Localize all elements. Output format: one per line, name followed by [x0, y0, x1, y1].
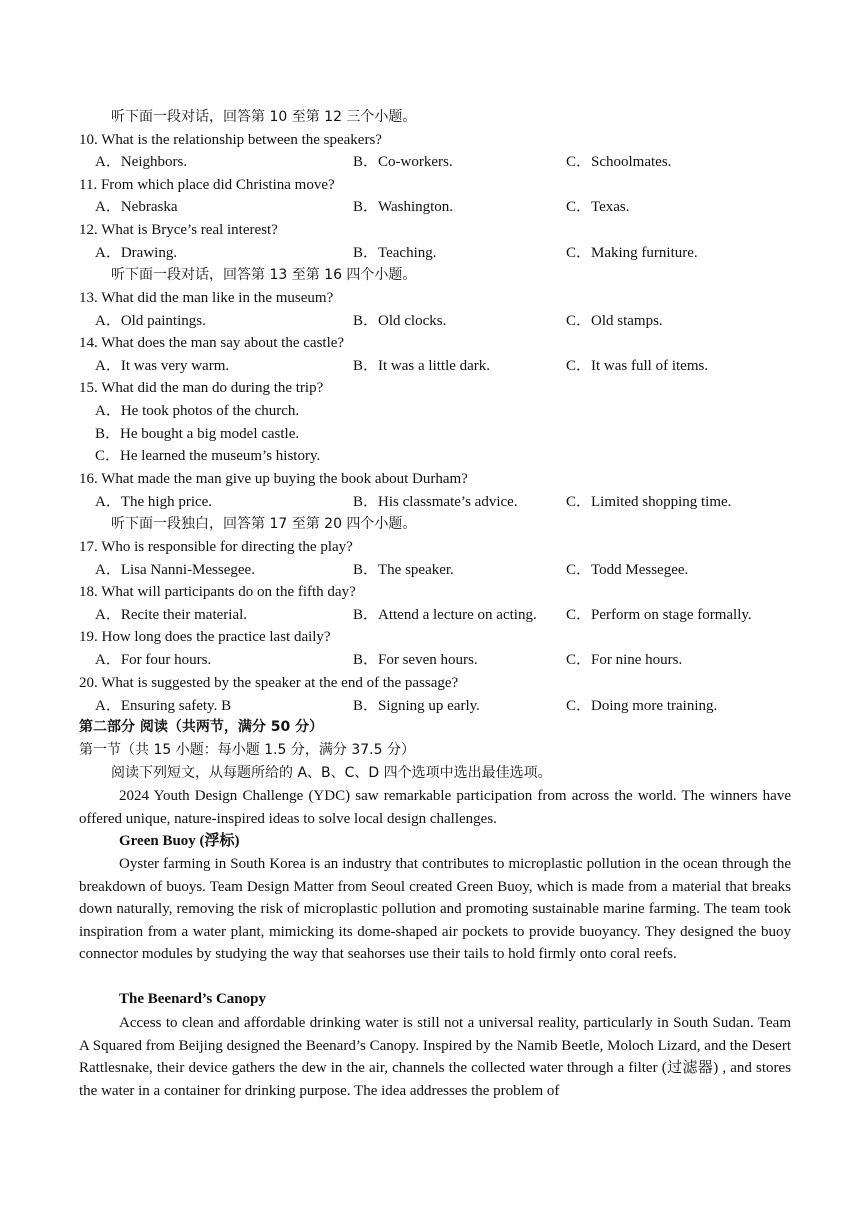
entry1-paragraph [79, 853, 791, 966]
option-a: A．Old paintings. [95, 313, 206, 329]
entry1-paragraph-text: Oyster farming in South Korea is an industry that contributes to microplastic pollution in the ocean through the breakdown of buoys. Team Design Matter from Seoul created Green Buoy, which is made from a material that breaks down naturally, removing the risk of microplastic pollution and promoting sustainable marine farming. The team took inspiration from a water plant, mimicking its dome-shaped air pockets to provide buoyancy. They designed the buoy connector modules by studying the way that seahorses use their tails to hold firmly onto coral reefs. [79, 856, 791, 963]
option-b: B．Co-workers. [353, 154, 453, 170]
intro-paragraph [79, 785, 791, 830]
option-line: A．He took photos of the church. [95, 403, 300, 419]
part2-heading: 第二部分 阅读（共两节，满分 50 分） [79, 719, 324, 735]
entry2-paragraph [79, 1012, 791, 1102]
option-c: C．Making furniture. [566, 245, 698, 261]
question-text: 11. From which place did Christina move? [79, 177, 335, 193]
entry2-title: The Beenard’s Canopy [119, 991, 266, 1007]
section1-heading: 第一节（共 15 小题：每小题 1.5 分，满分 37.5 分） [79, 742, 415, 758]
option-line: B．He bought a big model castle. [95, 426, 300, 442]
option-a: A．For four hours. [95, 652, 212, 668]
listening-instruction: 听下面一段对话，回答第 10 至第 12 三个小题。 [111, 109, 417, 125]
entry1-title: Green Buoy (浮标) [119, 833, 240, 849]
option-a: A．It was very warm. [95, 358, 230, 374]
listening-instruction: 听下面一段对话，回答第 13 至第 16 四个小题。 [111, 267, 417, 283]
option-b: B．His classmate’s advice. [353, 494, 518, 510]
option-c: C．Old stamps. [566, 313, 663, 329]
option-a: A．Lisa Nanni-Messegee. [95, 562, 255, 578]
option-b: B．Old clocks. [353, 313, 447, 329]
question-text: 12. What is Bryce’s real interest? [79, 222, 278, 238]
section1-instruction: 阅读下列短文，从每题所给的 A、B、C、D 四个选项中选出最佳选项。 [111, 765, 552, 781]
option-a: A．Drawing. [95, 245, 178, 261]
listening-instruction: 听下面一段独白，回答第 17 至第 20 四个小题。 [111, 516, 417, 532]
option-c: C．Perform on stage formally. [566, 607, 752, 623]
option-a: A．Recite their material. [95, 607, 248, 623]
option-b: B．Attend a lecture on acting. [353, 607, 537, 623]
option-a: A．Neighbors. [95, 154, 188, 170]
option-c: C．Todd Messegee. [566, 562, 689, 578]
question-text: 16. What made the man give up buying the book about Durham? [79, 471, 468, 487]
option-a: A．Ensuring safety. B [95, 698, 232, 714]
option-b: B．Teaching. [353, 245, 437, 261]
option-b: B．The speaker. [353, 562, 454, 578]
entry2-paragraph-text: Access to clean and affordable drinking water is still not a universal reality, particularly in South Sudan. Team A Squared from Beijing designed the Beenard’s Canopy. Inspired by the Namib Beetle, Moloch Lizard, and the Desert Rattlesnake, their device gathers the dew in the air, channels the collected water through a filter (过滤器) , and stores the water in a container for drinking purpose. The idea addresses the problem of [79, 1015, 791, 1099]
option-b: B．For seven hours. [353, 652, 478, 668]
question-text: 10. What is the relationship between the speakers? [79, 132, 382, 148]
option-a: A．The high price. [95, 494, 213, 510]
option-b: B．Washington. [353, 199, 454, 215]
option-a: A．Nebraska [95, 199, 178, 215]
option-c: C．Schoolmates. [566, 154, 672, 170]
question-text: 13. What did the man like in the museum? [79, 290, 334, 306]
option-c: C．For nine hours. [566, 652, 683, 668]
intro-paragraph-text: 2024 Youth Design Challenge (YDC) saw remarkable participation from across the world. The winners have offered unique, nature-inspired ideas to solve local design challenges. [79, 788, 791, 827]
option-b: B．Signing up early. [353, 698, 480, 714]
option-line: C．He learned the museum’s history. [95, 448, 321, 464]
option-b: B．It was a little dark. [353, 358, 491, 374]
option-c: C．Limited shopping time. [566, 494, 732, 510]
question-text: 20. What is suggested by the speaker at the end of the passage? [79, 675, 459, 691]
option-c: C．Doing more training. [566, 698, 718, 714]
option-c: C．Texas. [566, 199, 630, 215]
option-c: C．It was full of items. [566, 358, 709, 374]
question-text: 15. What did the man do during the trip? [79, 380, 324, 396]
question-text: 17. Who is responsible for directing the play? [79, 539, 353, 555]
question-text: 19. How long does the practice last daily? [79, 629, 331, 645]
question-text: 18. What will participants do on the fifth day? [79, 584, 356, 600]
question-text: 14. What does the man say about the castle? [79, 335, 345, 351]
